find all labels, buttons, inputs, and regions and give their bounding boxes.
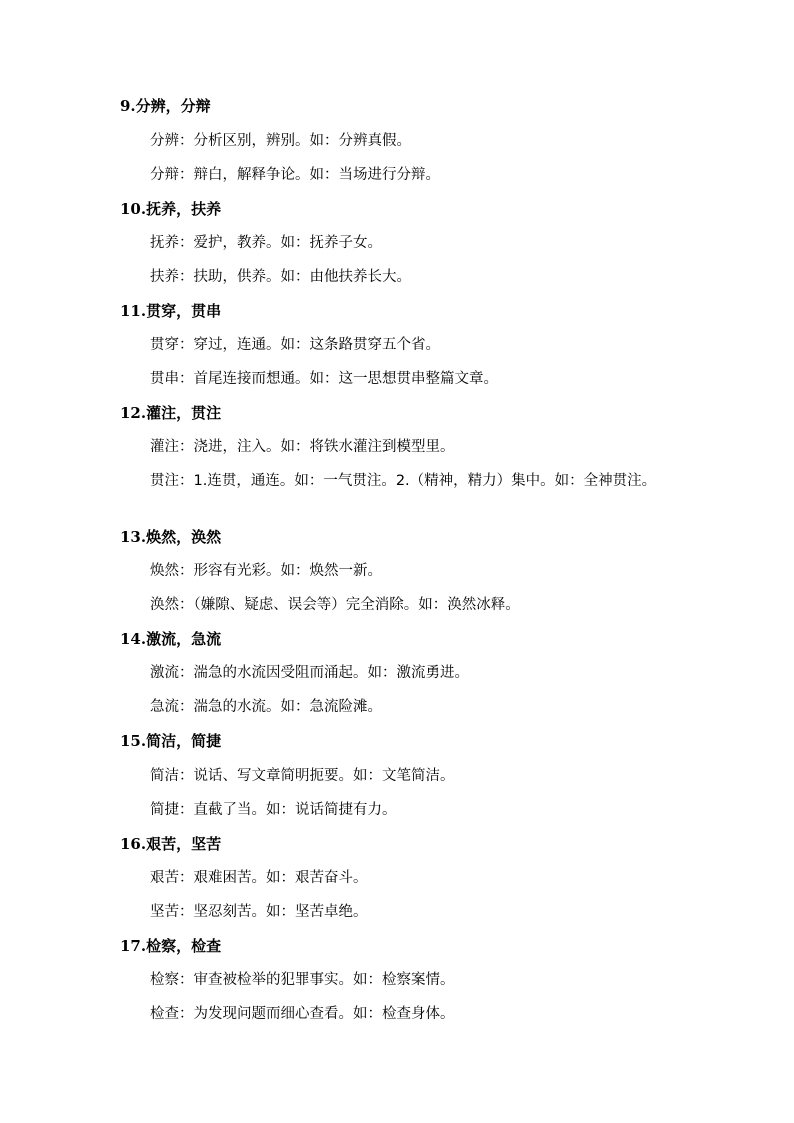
- entry-definition: 焕然：形容有光彩。如：焕然一新。: [150, 563, 382, 579]
- entry-definition: 分辨：分析区别，辨别。如：分辨真假。: [150, 133, 411, 149]
- entry-heading: 16.艰苦，坚苦: [120, 835, 222, 853]
- entry-definition: 涣然：（嫌隙、疑虑、误会等）完全消除。如：涣然冰释。: [150, 597, 520, 613]
- entry-definition: 分辩：辩白，解释争论。如：当场进行分辩。: [150, 167, 440, 183]
- entry-heading: 12.灌注，贯注: [120, 404, 222, 422]
- entry-definition: 检查：为发现问题而细心查看。如：检查身体。: [150, 1006, 455, 1022]
- entry-heading: 11.贯穿，贯串: [120, 302, 222, 320]
- entry-heading: 17.检察，检查: [120, 937, 222, 955]
- entry-heading: 14.激流，急流: [120, 630, 222, 648]
- entry-definition: 贯注：1.连贯，通连。如：一气贯注。2.（精神，精力）集中。如：全神贯注。: [150, 473, 657, 489]
- entry-definition: 扶养：扶助，供养。如：由他扶养长大。: [150, 269, 411, 285]
- entry-definition: 检察：审查被检举的犯罪事实。如：检察案情。: [150, 972, 455, 988]
- entry-definition: 激流：湍急的水流因受阻而涌起。如：激流勇进。: [150, 665, 469, 681]
- entry-definition: 抚养：爱护，教养。如：抚养子女。: [150, 235, 382, 251]
- entry-definition: 贯穿：穿过，连通。如：这条路贯穿五个省。: [150, 337, 440, 353]
- entry-definition: 灌注：浇进，注入。如：将铁水灌注到模型里。: [150, 439, 455, 455]
- entry-definition: 坚苦：坚忍刻苦。如：坚苦卓绝。: [150, 904, 368, 920]
- entry-heading: 10.抚养，扶养: [120, 200, 222, 218]
- entry-heading: 9.分辨，分辩: [120, 97, 211, 115]
- entry-definition: 急流：湍急的水流。如：急流险滩。: [150, 699, 382, 715]
- entry-definition: 贯串：首尾连接而想通。如：这一思想贯串整篇文章。: [150, 371, 498, 387]
- entry-definition: 简捷：直截了当。如：说话简捷有力。: [150, 802, 397, 818]
- entry-definition: 简洁：说话、写文章简明扼要。如：文笔简洁。: [150, 768, 455, 784]
- entry-heading: 15.简洁，简捷: [120, 732, 222, 750]
- entry-heading: 13.焕然，涣然: [120, 528, 222, 546]
- entry-definition: 艰苦：艰难困苦。如：艰苦奋斗。: [150, 870, 368, 886]
